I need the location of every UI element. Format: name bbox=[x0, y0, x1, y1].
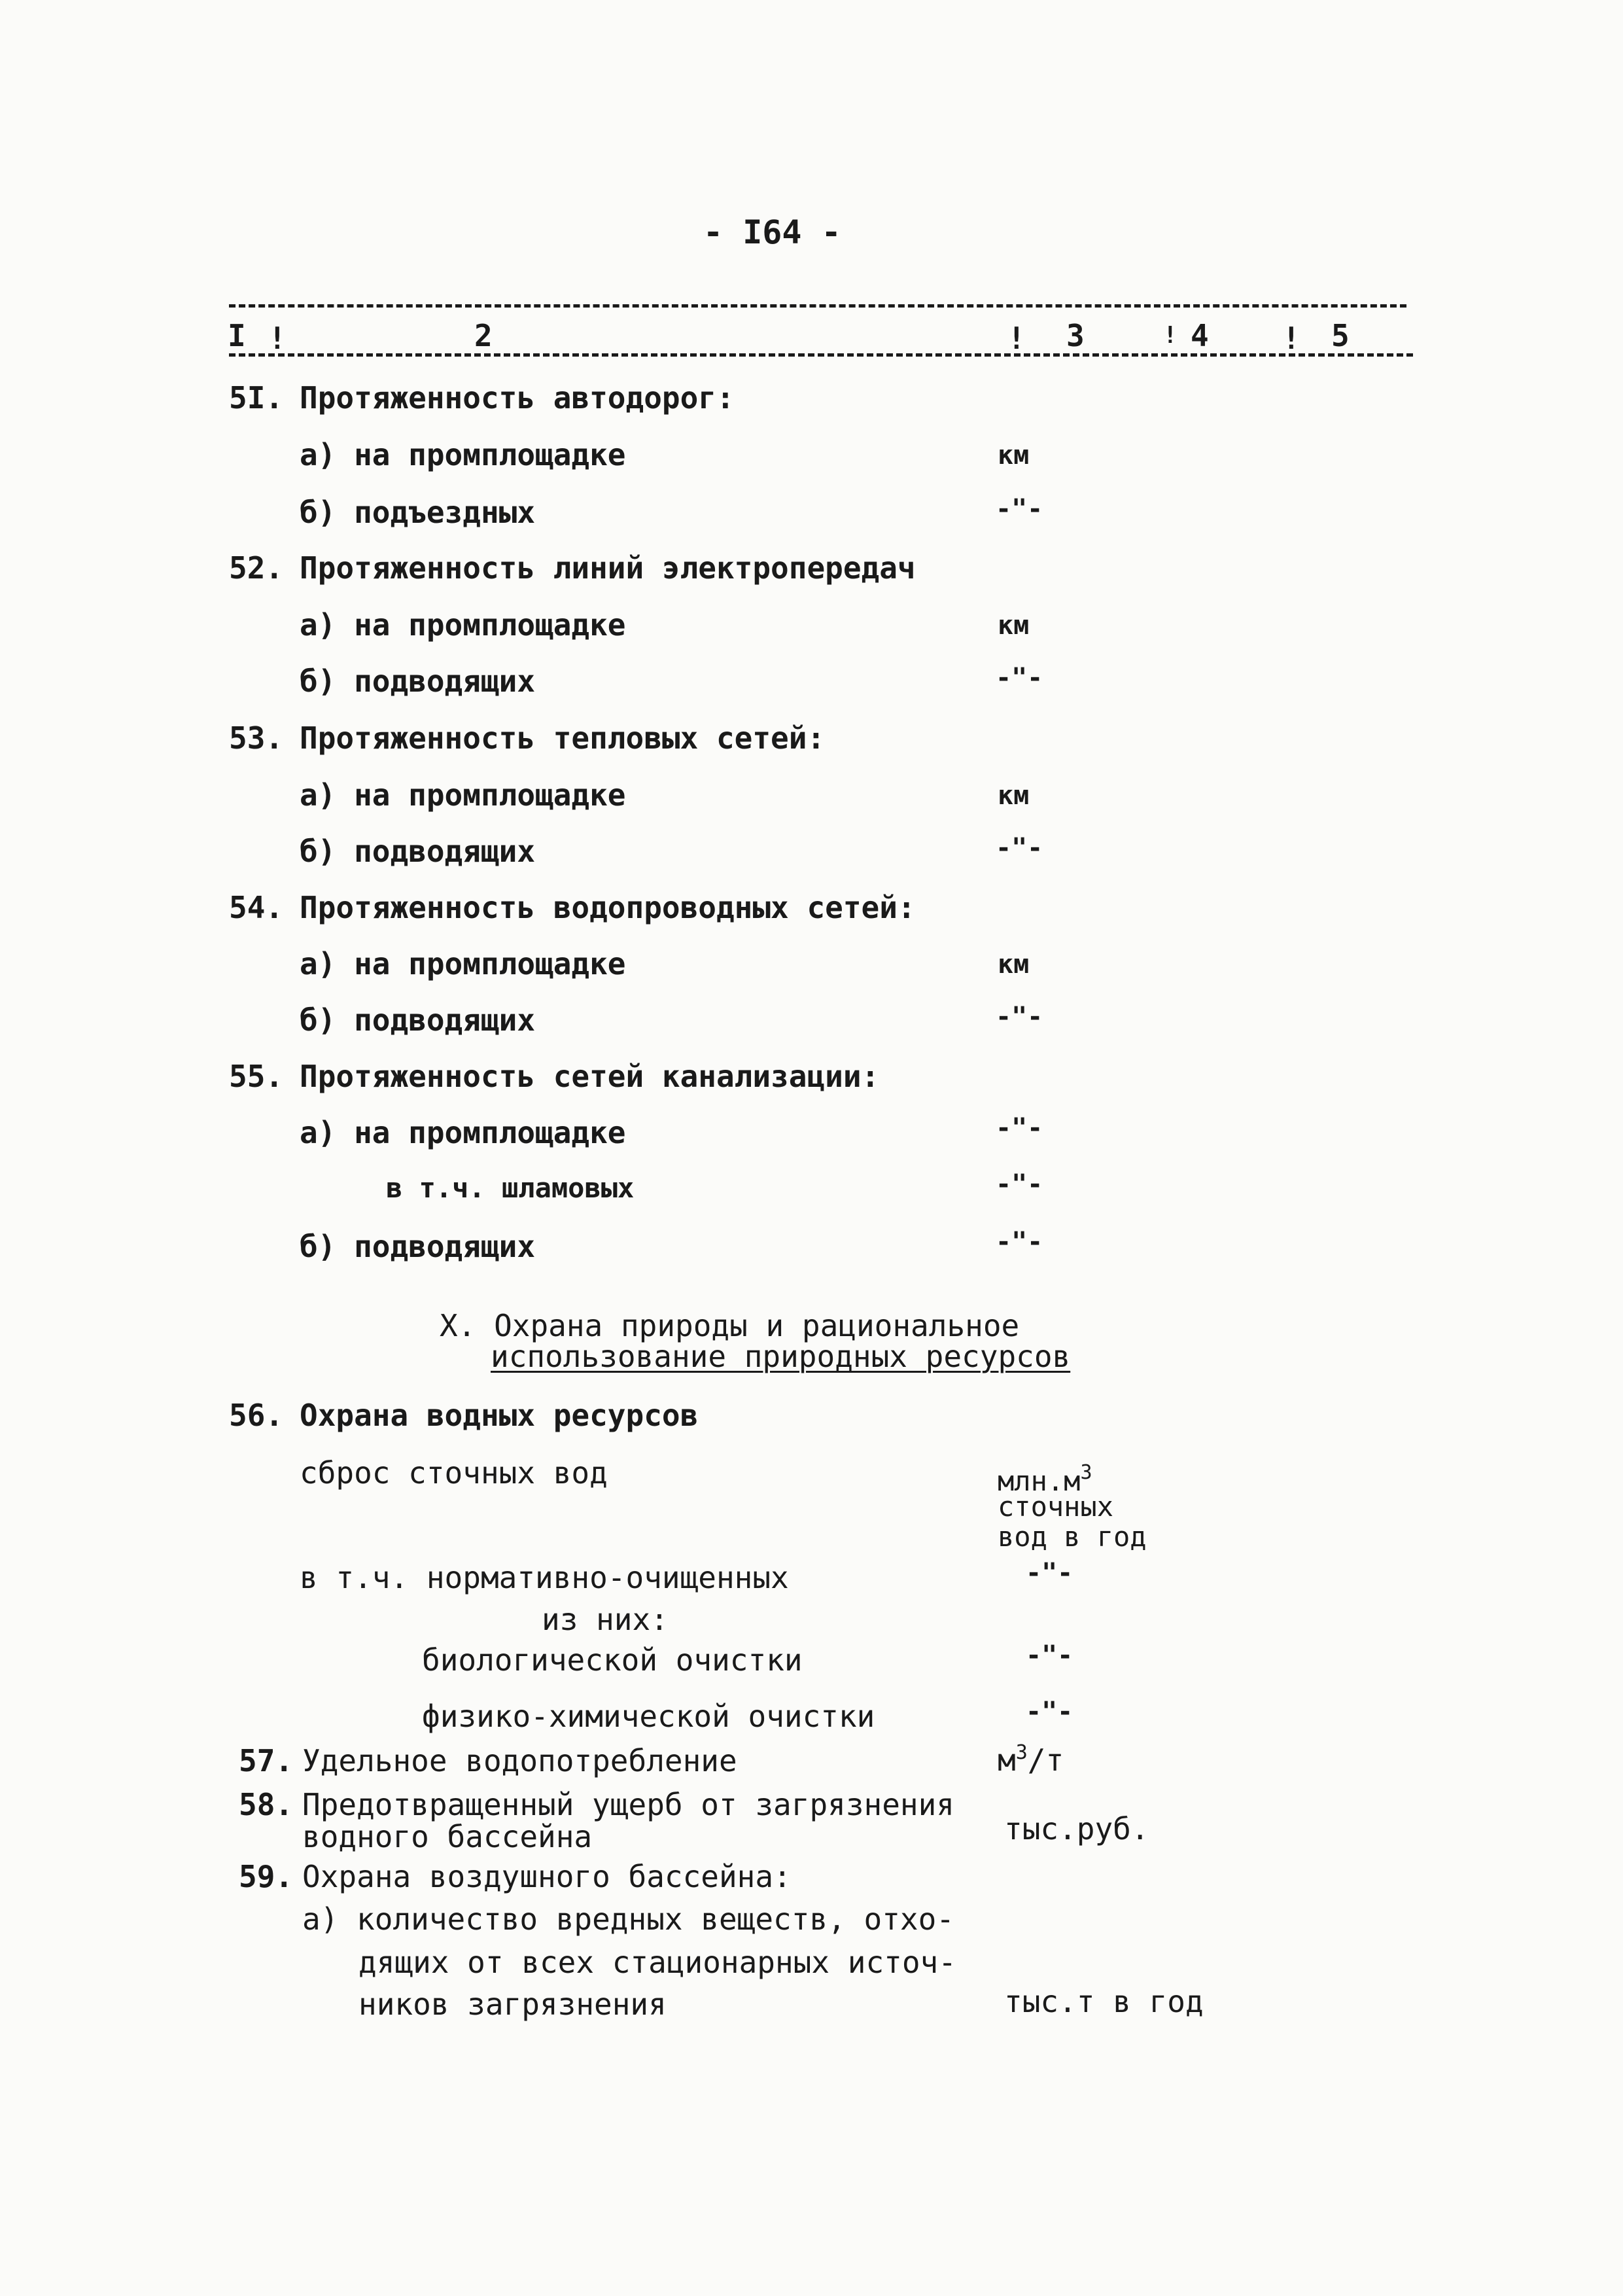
col-3-header: 3 bbox=[1066, 318, 1085, 353]
row-label: Протяженность водопроводных сетей: bbox=[300, 890, 916, 925]
item-57-unit-rest: /т bbox=[1027, 1742, 1064, 1778]
row-number: 55. bbox=[229, 1059, 284, 1094]
bio-unit: -"- bbox=[1026, 1640, 1073, 1670]
section-heading-line1: X. Охрана природы и рациональное bbox=[440, 1308, 1020, 1343]
item-58-number: 58. bbox=[239, 1787, 294, 1822]
item-57-unit-sup: 3 bbox=[1015, 1741, 1028, 1764]
row-label: а) на промплощадке bbox=[300, 777, 626, 813]
row-label: а) на промплощадке bbox=[300, 1115, 626, 1150]
row-unit: км bbox=[998, 610, 1030, 641]
col-1-header: I bbox=[228, 318, 246, 353]
col-separator: ! bbox=[268, 321, 287, 356]
phys-label: физико-химической очистки bbox=[422, 1699, 875, 1734]
normative-label: в т.ч. нормативно-очищенных bbox=[300, 1560, 789, 1595]
row-label: а) на промплощадке bbox=[300, 437, 626, 472]
page-number: - I64 - bbox=[703, 213, 841, 251]
item-56-number: 56. bbox=[229, 1398, 284, 1433]
row-number: 53. bbox=[229, 720, 284, 756]
row-label: б) подъездных bbox=[300, 495, 536, 530]
phys-unit: -"- bbox=[1026, 1697, 1073, 1727]
discharge-unit-line2: сточных bbox=[998, 1491, 1114, 1523]
row-number: 52. bbox=[229, 550, 284, 586]
item-59-number: 59. bbox=[239, 1859, 294, 1894]
row-unit: -"- bbox=[996, 494, 1043, 524]
row-label: а) на промплощадке bbox=[300, 607, 626, 643]
item-57-unit bbox=[998, 1741, 1064, 1778]
col-5-header: 5 bbox=[1331, 318, 1350, 353]
col-separator: ! bbox=[1163, 322, 1178, 349]
col-separator: ! bbox=[1007, 321, 1026, 356]
row-unit: -"- bbox=[996, 1113, 1043, 1143]
discharge-unit-sup: 3 bbox=[1080, 1461, 1092, 1484]
row-label: в т.ч. шламовых bbox=[386, 1172, 635, 1204]
col-separator: ! bbox=[1282, 321, 1300, 356]
row-label: Протяженность сетей канализации: bbox=[300, 1059, 880, 1094]
item-58-label-line1: Предотвращенный ущерб от загрязнения bbox=[302, 1787, 954, 1822]
row-label: а) на промплощадке bbox=[300, 946, 626, 981]
discharge-label: сброс сточных вод bbox=[300, 1455, 608, 1491]
row-label: б) подводящих bbox=[300, 1002, 536, 1038]
row-unit: км bbox=[998, 440, 1030, 470]
item-59a-unit: тыс.т в год bbox=[1004, 1984, 1204, 2019]
col-2-header: 2 bbox=[474, 318, 493, 353]
item-58-unit: тыс.руб. bbox=[1004, 1811, 1149, 1846]
item-59a-line2: дящих от всех стационарных источ- bbox=[358, 1945, 956, 1980]
row-label: б) подводящих bbox=[300, 1229, 536, 1264]
row-label: б) подводящих bbox=[300, 834, 536, 869]
bio-label: биологической очистки bbox=[422, 1642, 803, 1678]
item-59a-line3: ников загрязнения bbox=[358, 1987, 667, 2022]
section-heading-line2: использование природных ресурсов bbox=[491, 1339, 1071, 1374]
row-unit: -"- bbox=[996, 1002, 1043, 1032]
item-59a-line1: а) количество вредных веществ, отхо- bbox=[302, 1901, 954, 1937]
row-unit: км bbox=[998, 781, 1030, 811]
item-56-title: Охрана водных ресурсов bbox=[300, 1398, 699, 1433]
row-label: б) подводящих bbox=[300, 663, 536, 699]
row-label: Протяженность линий электропередач bbox=[300, 550, 916, 586]
row-number: 54. bbox=[229, 890, 284, 925]
row-unit: -"- bbox=[996, 663, 1043, 693]
item-59-label: Охрана воздушного бассейна: bbox=[302, 1859, 792, 1894]
discharge-unit-line3: вод в год bbox=[998, 1521, 1147, 1553]
item-58-label-line2: водного бассейна bbox=[302, 1819, 593, 1854]
header-bottom-rule bbox=[229, 353, 1413, 357]
col-4-header: 4 bbox=[1191, 318, 1209, 353]
row-unit: км bbox=[998, 949, 1030, 980]
item-57-label: Удельное водопотребление bbox=[302, 1743, 737, 1778]
item-57-number: 57. bbox=[239, 1743, 294, 1778]
row-label: Протяженность тепловых сетей: bbox=[300, 720, 826, 756]
item-57-unit-base: м bbox=[998, 1742, 1016, 1778]
row-unit: -"- bbox=[996, 1169, 1043, 1199]
discharge-unit-base: млн.м bbox=[998, 1465, 1081, 1497]
header-top-rule bbox=[229, 304, 1406, 308]
row-label: Протяженность автодорог: bbox=[300, 380, 735, 415]
row-unit: -"- bbox=[996, 833, 1043, 863]
row-number: 5I. bbox=[229, 380, 284, 415]
normative-unit: -"- bbox=[1026, 1558, 1073, 1588]
of-them-label: из них: bbox=[542, 1602, 669, 1637]
row-unit: -"- bbox=[996, 1227, 1043, 1257]
